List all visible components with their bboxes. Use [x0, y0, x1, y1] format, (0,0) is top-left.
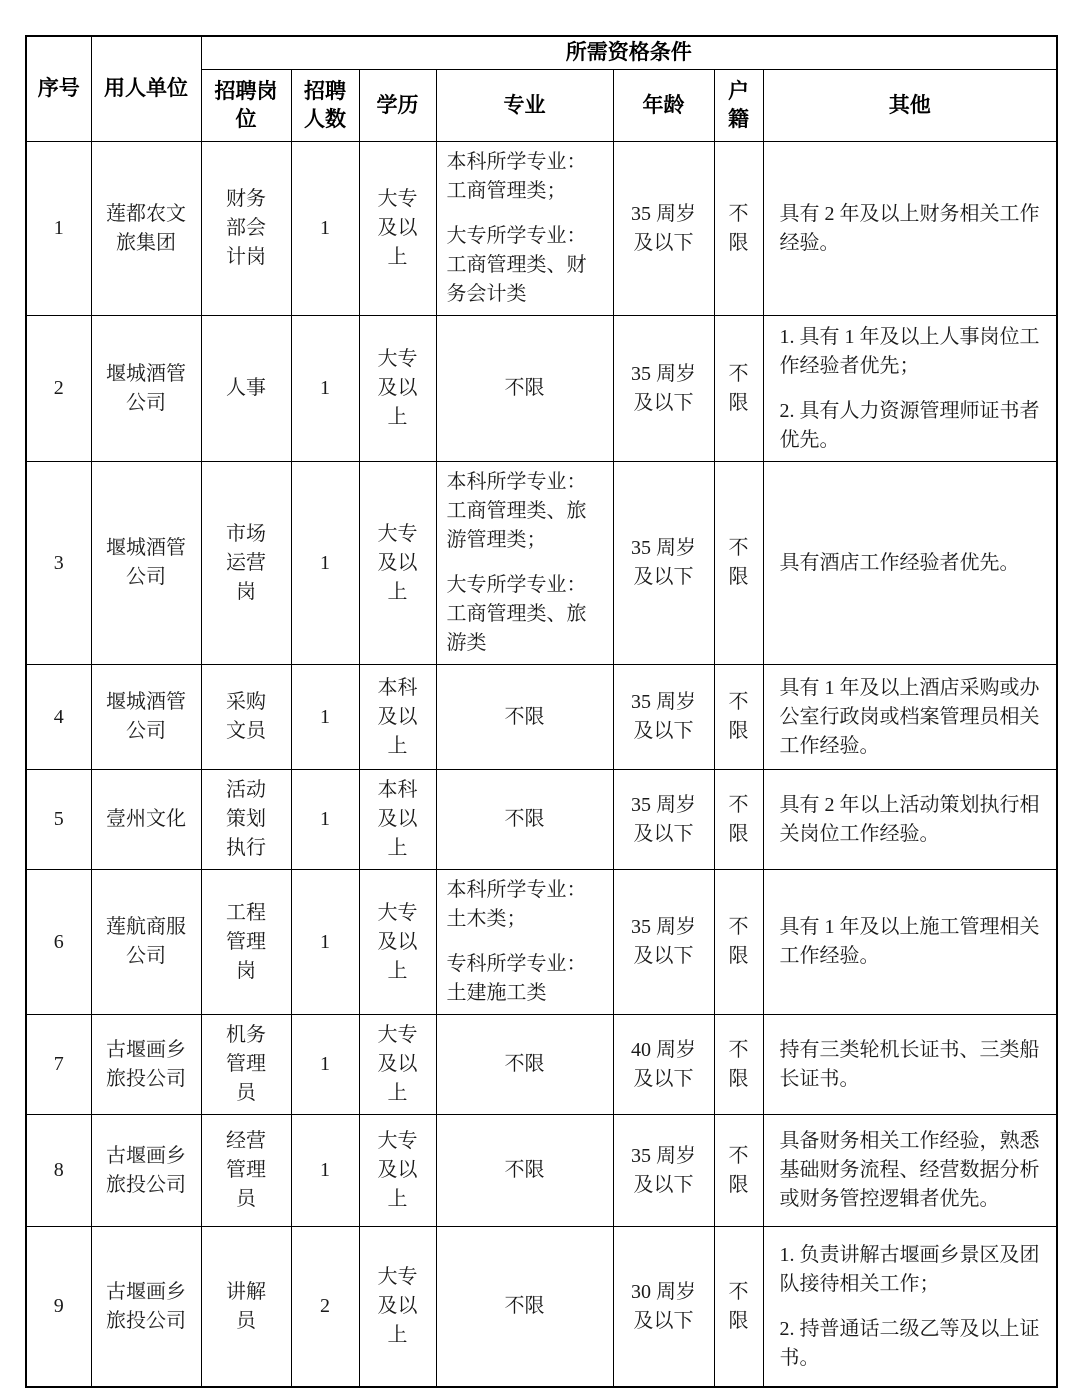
cell-position: 市场运营岗 — [201, 462, 291, 665]
cell-age: 35 周岁及以下 — [613, 665, 714, 770]
cell-position: 工程管理岗 — [201, 870, 291, 1015]
other-paragraph: 1. 负责讲解古堰画乡景区及团队接待相关工作； — [779, 1243, 1040, 1295]
table-row — [26, 142, 1057, 316]
cell-age: 35 周岁及以下 — [613, 462, 714, 665]
cell-other — [763, 1115, 1057, 1227]
cell-other — [763, 870, 1057, 1015]
cell-major — [436, 462, 613, 665]
cell-other — [763, 1227, 1057, 1387]
cell-position: 机务管理员 — [201, 1015, 291, 1115]
cell-serial: 1 — [26, 142, 91, 316]
cell-employer: 古堰画乡旅投公司 — [91, 1015, 201, 1115]
cell-count: 1 — [291, 870, 359, 1015]
cell-hukou: 不限 — [714, 462, 763, 665]
cell-serial: 2 — [26, 316, 91, 462]
cell-other — [763, 142, 1057, 316]
other-paragraph: 具有 1 年及以上施工管理相关工作经验。 — [779, 916, 1040, 968]
cell-age: 40 周岁及以下 — [613, 1015, 714, 1115]
cell-other — [763, 1015, 1057, 1115]
cell-hukou: 不限 — [714, 1115, 763, 1227]
recruitment-table — [25, 35, 1058, 1388]
cell-hukou: 不限 — [714, 316, 763, 462]
cell-education: 本科及以上 — [359, 665, 436, 770]
other-paragraph: 具有酒店工作经验者优先。 — [779, 551, 1020, 574]
cell-serial: 8 — [26, 1115, 91, 1227]
cell-major: 不限 — [436, 770, 613, 870]
cell-age: 35 周岁及以下 — [613, 770, 714, 870]
major-paragraph: 专科所学专业：土建施工类 — [446, 953, 587, 1005]
header-count: 招聘人数 — [291, 70, 359, 142]
other-paragraph: 具备财务相关工作经验，熟悉基础财务流程、经营数据分析或财务管控逻辑者优先。 — [779, 1130, 1040, 1211]
cell-serial: 6 — [26, 870, 91, 1015]
cell-position: 经营管理员 — [201, 1115, 291, 1227]
table-row — [26, 1227, 1057, 1387]
table-row — [26, 316, 1057, 462]
major-paragraph: 大专所学专业：工商管理类、财务会计类 — [446, 225, 587, 306]
table-row — [26, 665, 1057, 770]
cell-major — [436, 142, 613, 316]
major-paragraph: 大专所学专业：工商管理类、旅游类 — [446, 574, 587, 655]
cell-count: 1 — [291, 770, 359, 870]
other-paragraph: 2. 持普通话二级乙等及以上证书。 — [779, 1317, 1040, 1369]
header-other: 其他 — [763, 70, 1057, 142]
other-paragraph: 持有三类轮机长证书、三类船长证书。 — [779, 1038, 1040, 1090]
cell-hukou: 不限 — [714, 1227, 763, 1387]
header-education: 学历 — [359, 70, 436, 142]
table-row — [26, 1115, 1057, 1227]
cell-education: 大专及以上 — [359, 316, 436, 462]
cell-hukou: 不限 — [714, 870, 763, 1015]
cell-serial: 3 — [26, 462, 91, 665]
table-row — [26, 1015, 1057, 1115]
cell-employer: 堰城酒管公司 — [91, 665, 201, 770]
major-paragraph: 本科所学专业：工商管理类、旅游管理类； — [446, 471, 587, 552]
header-major: 专业 — [436, 70, 613, 142]
cell-age: 35 周岁及以下 — [613, 316, 714, 462]
cell-count: 1 — [291, 462, 359, 665]
table-row — [26, 870, 1057, 1015]
cell-education: 大专及以上 — [359, 462, 436, 665]
cell-position: 活动策划执行 — [201, 770, 291, 870]
cell-position: 采购文员 — [201, 665, 291, 770]
cell-serial: 4 — [26, 665, 91, 770]
cell-count: 1 — [291, 1115, 359, 1227]
header-row-group — [26, 36, 1057, 70]
cell-employer: 堰城酒管公司 — [91, 316, 201, 462]
cell-employer: 壹州文化 — [91, 770, 201, 870]
header-hukou: 户籍 — [714, 70, 763, 142]
cell-age: 35 周岁及以下 — [613, 142, 714, 316]
cell-count: 1 — [291, 665, 359, 770]
cell-other — [763, 316, 1057, 462]
cell-education: 本科及以上 — [359, 770, 436, 870]
cell-education: 大专及以上 — [359, 1227, 436, 1387]
cell-education: 大专及以上 — [359, 1115, 436, 1227]
cell-count: 1 — [291, 1015, 359, 1115]
header-age: 年龄 — [613, 70, 714, 142]
cell-other — [763, 462, 1057, 665]
cell-employer: 古堰画乡旅投公司 — [91, 1115, 201, 1227]
cell-hukou: 不限 — [714, 142, 763, 316]
cell-education: 大专及以上 — [359, 870, 436, 1015]
cell-age: 35 周岁及以下 — [613, 1115, 714, 1227]
cell-position: 讲解员 — [201, 1227, 291, 1387]
major-paragraph: 本科所学专业：土木类； — [446, 879, 587, 931]
header-serial: 序号 — [26, 36, 91, 142]
cell-hukou: 不限 — [714, 770, 763, 870]
cell-education: 大专及以上 — [359, 1015, 436, 1115]
cell-major: 不限 — [436, 665, 613, 770]
cell-age: 35 周岁及以下 — [613, 870, 714, 1015]
cell-employer: 莲航商服公司 — [91, 870, 201, 1015]
cell-major: 不限 — [436, 1115, 613, 1227]
other-paragraph: 1. 具有 1 年及以上人事岗位工作经验者优先； — [779, 325, 1040, 377]
cell-serial: 5 — [26, 770, 91, 870]
header-qualifications-group: 所需资格条件 — [201, 36, 1057, 70]
cell-age: 30 周岁及以下 — [613, 1227, 714, 1387]
cell-other — [763, 665, 1057, 770]
cell-position: 财务部会计岗 — [201, 142, 291, 316]
other-paragraph: 具有 1 年及以上酒店采购或办公室行政岗或档案管理员相关工作经验。 — [779, 676, 1040, 757]
cell-major: 不限 — [436, 1015, 613, 1115]
cell-education: 大专及以上 — [359, 142, 436, 316]
cell-other — [763, 770, 1057, 870]
table-row — [26, 770, 1057, 870]
cell-position: 人事 — [201, 316, 291, 462]
cell-major: 不限 — [436, 1227, 613, 1387]
cell-employer: 古堰画乡旅投公司 — [91, 1227, 201, 1387]
cell-hukou: 不限 — [714, 665, 763, 770]
cell-count: 1 — [291, 142, 359, 316]
major-paragraph: 本科所学专业：工商管理类； — [446, 151, 587, 203]
cell-employer: 莲都农文旅集团 — [91, 142, 201, 316]
other-paragraph: 具有 2 年及以上财务相关工作经验。 — [779, 202, 1040, 254]
cell-major: 不限 — [436, 316, 613, 462]
cell-count: 2 — [291, 1227, 359, 1387]
cell-major — [436, 870, 613, 1015]
other-paragraph: 具有 2 年以上活动策划执行相关岗位工作经验。 — [779, 793, 1040, 845]
cell-employer: 堰城酒管公司 — [91, 462, 201, 665]
cell-serial: 7 — [26, 1015, 91, 1115]
other-paragraph: 2. 具有人力资源管理师证书者优先。 — [779, 399, 1040, 451]
header-position: 招聘岗位 — [201, 70, 291, 142]
cell-hukou: 不限 — [714, 1015, 763, 1115]
cell-serial: 9 — [26, 1227, 91, 1387]
header-employer: 用人单位 — [91, 36, 201, 142]
cell-count: 1 — [291, 316, 359, 462]
table-row — [26, 462, 1057, 665]
